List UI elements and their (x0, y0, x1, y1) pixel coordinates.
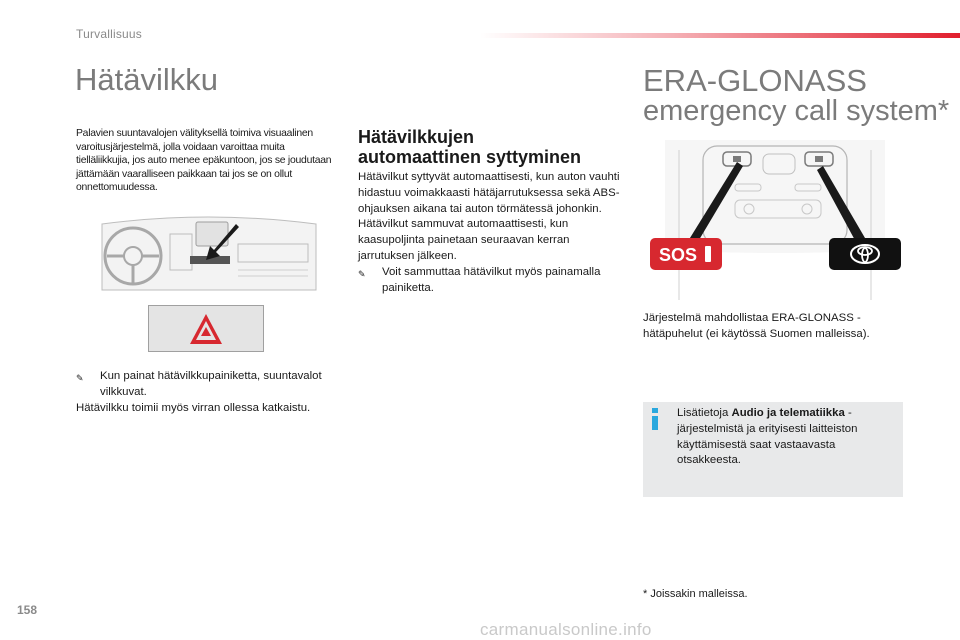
note-text: Hätävilkku toimii myös virran ollessa katkaistu. (76, 402, 311, 414)
bullet-press-hazard (76, 369, 344, 401)
era-title: ERA-GLONASS (643, 63, 867, 98)
roof-console-illustration (645, 140, 905, 300)
paragraph: Hätävilkut sammuvat automaattisesti, kun kaasupoljinta painetaan seuraavan kerran jarrutuksen jälkeen. (358, 218, 570, 262)
hazard-button-illustration (148, 305, 264, 352)
page-number: 158 (17, 603, 38, 617)
era-subtitle: emergency call system* (643, 95, 950, 127)
bullet-text: Voit sammuttaa hätävilkut myös painamalla painiketta. (382, 265, 601, 294)
bullet-icon: ✎ (358, 268, 366, 279)
section-label: Turvallisuus (76, 27, 142, 41)
footnote: * Joissakin malleissa. (643, 588, 748, 600)
assistance-button (829, 238, 901, 270)
info-icon (650, 408, 660, 430)
bullet-icon: ✎ (76, 373, 84, 383)
page-title: Hätävilkku (75, 62, 218, 97)
intro-text: Palavien suuntavalojen välityksellä toimiva visuaalinen varoitusjärjestelmä, jolla voidaan varoittaa muita tielläliikkujia, jos auto menee epäkuntoon, jos se joudutaan jättämään vaaralliseen paikkaan tai jos se on ollut onnettomuudessa. (76, 128, 332, 194)
section-heading-line-2: automaattinen syttyminen (358, 147, 582, 167)
dashboard-illustration (98, 214, 320, 294)
sos-button (650, 238, 722, 270)
info-text (677, 406, 892, 469)
info-suffix: -järjestelmistä ja erityisesti laitteiston käyttämisestä saat vastaavasta otsakkeesta. (677, 407, 858, 467)
auto-activation-body (358, 170, 620, 296)
sos-label: SOS (659, 245, 698, 265)
section-heading (358, 127, 618, 167)
info-reference: Audio ja telematiikka (731, 407, 845, 419)
bullet-switch-off (358, 265, 620, 297)
paragraph: Hätävilkut syttyvät automaattisesti, kun auton vauhti hidastuu voimakkaasti hätäjarrutuksessa sekä ABS-ohjauksen aikana tai auton törmätessä johonkin. (358, 171, 620, 215)
section-heading-line-1: Hätävilkkujen (358, 127, 475, 147)
info-prefix: Lisätietoja (677, 407, 732, 419)
era-description: Järjestelmä mahdollistaa ERA-GLONASS -hätäpuhelut (ei käytössä Suomen malleissa). (643, 312, 870, 340)
bullet-text: Kun painat hätävilkkupainiketta, suuntavalot vilkkuvat. (100, 370, 322, 398)
header-accent-bar (480, 33, 960, 38)
watermark: carmanualsonline.info (480, 620, 652, 639)
